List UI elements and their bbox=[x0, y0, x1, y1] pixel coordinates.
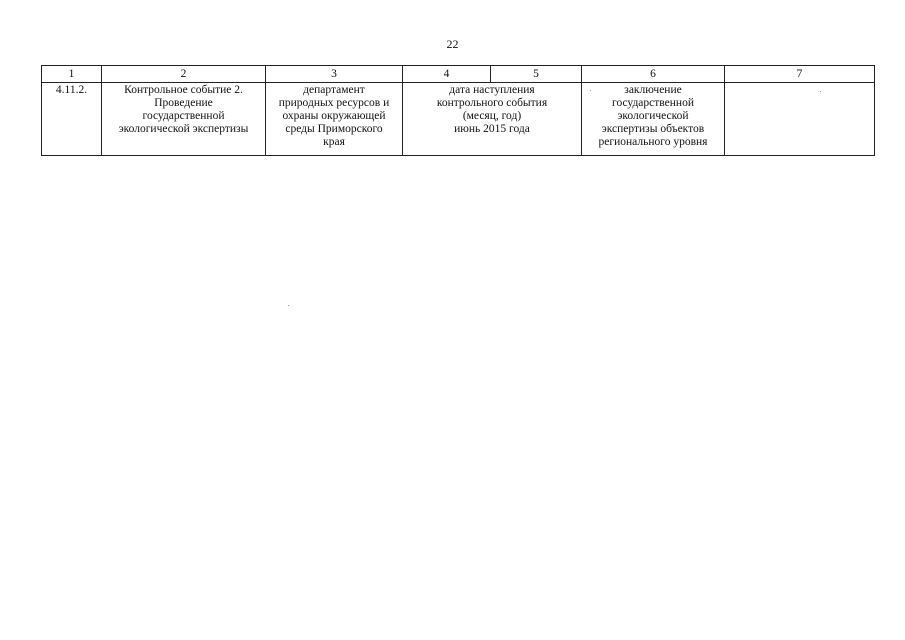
date-line: контрольного события bbox=[436, 97, 548, 109]
scan-speck bbox=[288, 305, 289, 306]
column-number-row bbox=[42, 66, 875, 83]
column-number-4: 4 bbox=[403, 66, 491, 83]
item-code-cell: 4.11.2. bbox=[42, 83, 102, 156]
event-name-line: Проведение bbox=[154, 97, 213, 109]
scan-speck bbox=[820, 91, 821, 92]
column-number-7: 7 bbox=[725, 66, 875, 83]
event-name-line: Контрольное событие 2. bbox=[124, 84, 243, 96]
result-line: регионального уровня bbox=[598, 136, 708, 148]
responsible-line: департамент bbox=[303, 84, 365, 96]
event-name-line: государственной bbox=[142, 110, 225, 122]
result-line: экологической bbox=[617, 110, 689, 122]
result-line: государственной bbox=[612, 97, 694, 109]
column-number-1: 1 bbox=[42, 66, 102, 83]
column-number-5: 5 bbox=[491, 66, 582, 83]
control-events-table bbox=[41, 65, 875, 156]
date-line: июнь 2015 года bbox=[454, 123, 530, 135]
result-line: заключение bbox=[624, 84, 682, 96]
table-row bbox=[42, 83, 875, 156]
event-name-cell bbox=[102, 83, 266, 156]
note-cell bbox=[725, 83, 875, 156]
column-number-2: 2 bbox=[102, 66, 266, 83]
column-number-6: 6 bbox=[582, 66, 725, 83]
date-line: (месяц, год) bbox=[462, 110, 522, 122]
responsible-line: природных ресурсов и bbox=[278, 97, 390, 109]
responsible-line: среды Приморского bbox=[285, 123, 383, 135]
column-number-3: 3 bbox=[266, 66, 403, 83]
event-name-line: экологической экспертизы bbox=[118, 123, 249, 135]
responsible-cell bbox=[266, 83, 403, 156]
result-line: экспертизы объектов bbox=[601, 123, 705, 135]
date-line: дата наступления bbox=[449, 84, 535, 96]
result-cell bbox=[582, 83, 725, 156]
date-cell bbox=[403, 83, 582, 156]
scan-speck bbox=[590, 90, 591, 91]
responsible-line: края bbox=[323, 136, 345, 148]
responsible-line: охраны окружающей bbox=[282, 110, 386, 122]
page-number: 22 bbox=[446, 37, 459, 51]
